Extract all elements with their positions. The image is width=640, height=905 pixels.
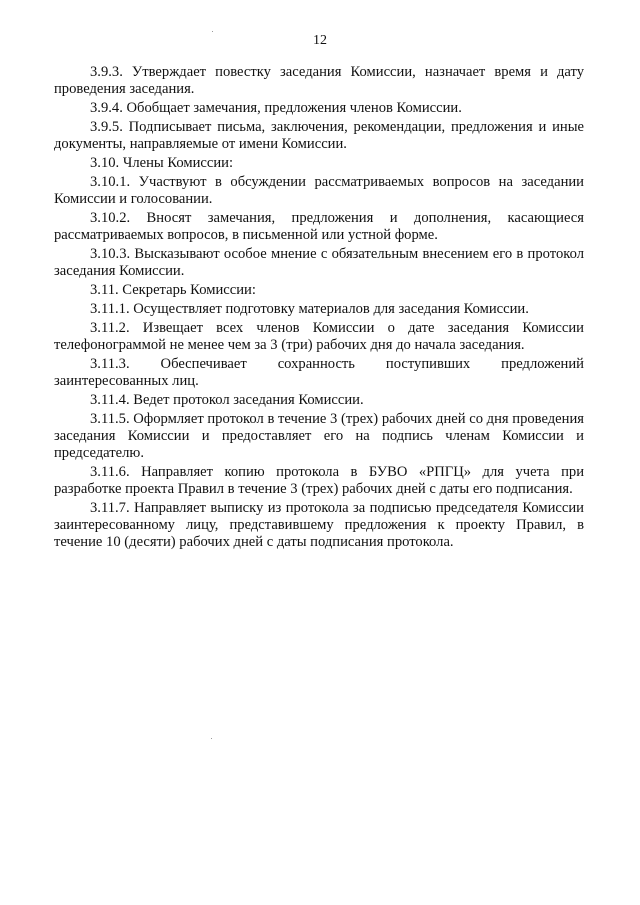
scan-speck <box>212 31 213 32</box>
scan-speck <box>211 738 212 739</box>
paragraph-3-11-3: 3.11.3. Обеспечивает сохранность поступивших предложений заинтересованных лиц. <box>54 356 584 389</box>
paragraph-3-9-5: 3.9.5. Подписывает письма, заключения, рекомендации, предложения и иные документы, направляемые от имени Комиссии. <box>54 119 584 152</box>
paragraph-3-9-3: 3.9.3. Утверждает повестку заседания Комиссии, назначает время и дату проведения заседания. <box>54 64 584 97</box>
paragraph-3-11-5: 3.11.5. Оформляет протокол в течение 3 (трех) рабочих дней со дня проведения заседания Комиссии и предоставляет его на подпись членам Комиссии и председателю. <box>54 411 584 461</box>
paragraph-3-10-heading: 3.10. Члены Комиссии: <box>90 155 234 171</box>
paragraph-3-11-1: 3.11.1. Осуществляет подготовку материалов для заседания Комиссии. <box>90 301 529 317</box>
paragraph-3-9-4: 3.9.4. Обобщает замечания, предложения членов Комиссии. <box>90 100 462 116</box>
page-number: 12 <box>313 33 327 48</box>
paragraph-3-11-2: 3.11.2. Извещает всех членов Комиссии о дате заседания Комиссии телефонограммой не менее чем за 3 (три) рабочих дня до начала заседания. <box>54 320 584 353</box>
paragraph-3-11-4: 3.11.4. Ведет протокол заседания Комиссии. <box>90 392 364 408</box>
paragraph-3-10-3: 3.10.3. Высказывают особое мнение с обязательным внесением его в протокол заседания Комиссии. <box>54 246 584 279</box>
paragraph-3-10-2: 3.10.2. Вносят замечания, предложения и дополнения, касающиеся рассматриваемых вопросов, в письменной или устной форме. <box>54 210 584 243</box>
paragraph-3-11-heading: 3.11. Секретарь Комиссии: <box>90 282 256 298</box>
paragraph-3-11-6: 3.11.6. Направляет копию протокола в БУВО «РПГЦ» для учета при разработке проекта Правил в течение 3 (трех) рабочих дней с даты его подписания. <box>54 464 584 497</box>
paragraph-3-11-7: 3.11.7. Направляет выписку из протокола за подписью председателя Комиссии заинтересованному лицу, представившему предложения к проекту Правил, в течение 10 (десяти) рабочих дней с даты подписания протокола. <box>54 500 584 550</box>
document-body <box>54 64 584 553</box>
paragraph-3-10-1: 3.10.1. Участвуют в обсуждении рассматриваемых вопросов на заседании Комиссии и голосовании. <box>54 174 584 207</box>
